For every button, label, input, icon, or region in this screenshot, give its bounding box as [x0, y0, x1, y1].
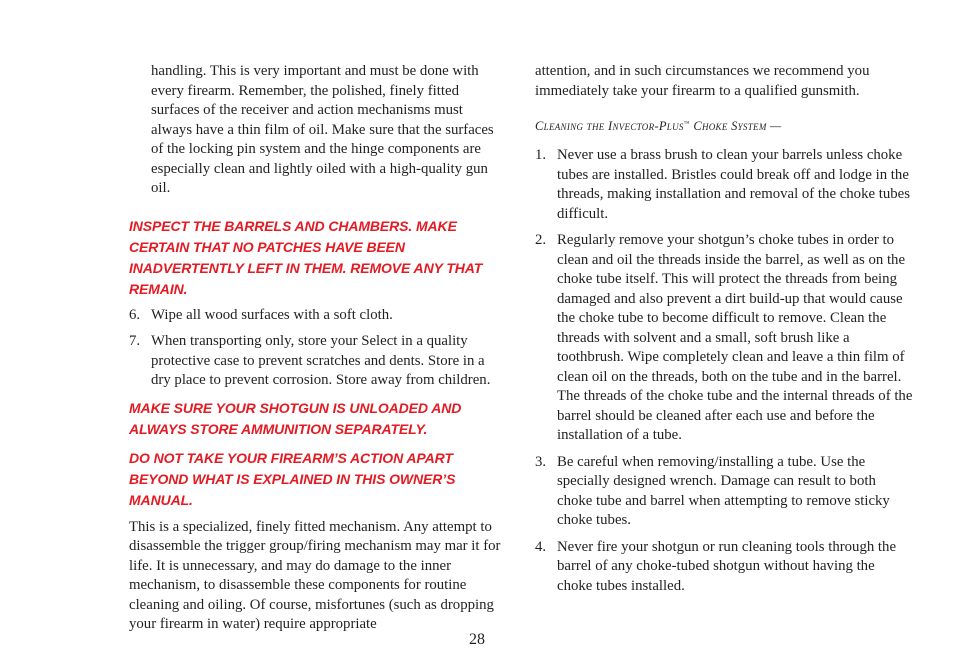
closing-paragraph: This is a specialized, finely fitted mechanism. Any attempt to disassemble the trigger group/firing mechanism may mar it for life. It is unnecessary, and may do damage to the inner mechanism, to disassemble these components for routine cleaning and oiling. Of course, misfortunes (such as dropping your firearm in water) require appropriate	[129, 518, 501, 632]
continued-paragraph: attention, and in such circumstances we recommend you immediately take your firearm to a qualified gunsmith.	[535, 63, 870, 99]
left-steps-list	[129, 306, 507, 391]
section-heading	[535, 116, 913, 134]
step-text: Wipe all wood surfaces with a soft cloth.	[151, 306, 393, 323]
right-column	[535, 62, 913, 596]
right-steps-list	[535, 146, 913, 596]
step-text: Never fire your shotgun or run cleaning tools through the barrel of any choke-tubed shotgun without having the choke tubes installed.	[557, 538, 897, 594]
left-column	[129, 62, 507, 635]
step-text: Be careful when removing/installing a tube. Use the specially designed wrench. Damage can result to both choke tube and barrel when attempting to remove sticky choke tubes.	[557, 453, 890, 529]
list-item	[129, 306, 507, 326]
heading-text-part-1: Cleaning the Invector-Plus	[535, 119, 684, 134]
page-number: 28	[469, 631, 485, 648]
list-item	[535, 453, 913, 531]
list-item	[129, 332, 507, 391]
step-number: 2.	[535, 232, 547, 249]
step-number: 1.	[535, 147, 547, 164]
warning-do-not-disassemble: DO NOT TAKE YOUR FIREARM’S ACTION APART BEYOND WHAT IS EXPLAINED IN THIS OWNER’S MANUAL.	[129, 449, 456, 508]
step-text: Regularly remove your shotgun’s choke tubes in order to clean and oil the threads inside the barrel, as well as on the choke tube itself. This will protect the threads from being damaged and also prevent a dirt build-up that would cause the choke tube to become difficult to remove. Clean the threads with solvent and a small, soft brush like a toothbrush. Wipe completely clean and leave a thin film of clean oil on the threads, both on the tube and in the barrel. The threads of the choke tube and the internal threads of the barrel should be cleaned after each use and before the installation of a tube.	[557, 232, 913, 444]
list-item	[535, 231, 913, 446]
step-number: 4.	[535, 538, 547, 555]
heading-text-part-2: Choke System —	[689, 119, 782, 134]
warning-inspect-barrels: INSPECT THE BARRELS AND CHAMBERS. MAKE CERTAIN THAT NO PATCHES HAVE BEEN INADVERTENTLY LEFT IN THEM. REMOVE ANY THAT REMAIN.	[129, 217, 483, 297]
step-text: Never use a brass brush to clean your barrels unless choke tubes are installed. Bristles could break off and lodge in the threads, making installation and removal of the choke tubes difficult.	[557, 147, 910, 222]
trademark-symbol: ™	[683, 121, 690, 127]
step-number: 6.	[129, 306, 141, 323]
list-item	[535, 146, 913, 224]
step-number: 3.	[535, 453, 547, 470]
step-number: 7.	[129, 333, 141, 349]
intro-paragraph: handling. This is very important and must be done with every firearm. Remember, the polished, finely fitted surfaces of the receiver and action mechanisms must always have a thin film of oil. Make sure that the surfaces of the locking pin system and the hinge components are especially clean and lightly oiled with a high-quality gun oil.	[151, 63, 494, 196]
step-text: When transporting only, store your Select in a quality protective case to prevent scratches and dents. Store in a dry place to prevent corrosion. Store away from children.	[151, 333, 491, 388]
list-item	[535, 538, 913, 597]
warning-unloaded: MAKE SURE YOUR SHOTGUN IS UNLOADED AND ALWAYS STORE AMMUNITION SEPARATELY.	[129, 399, 462, 437]
